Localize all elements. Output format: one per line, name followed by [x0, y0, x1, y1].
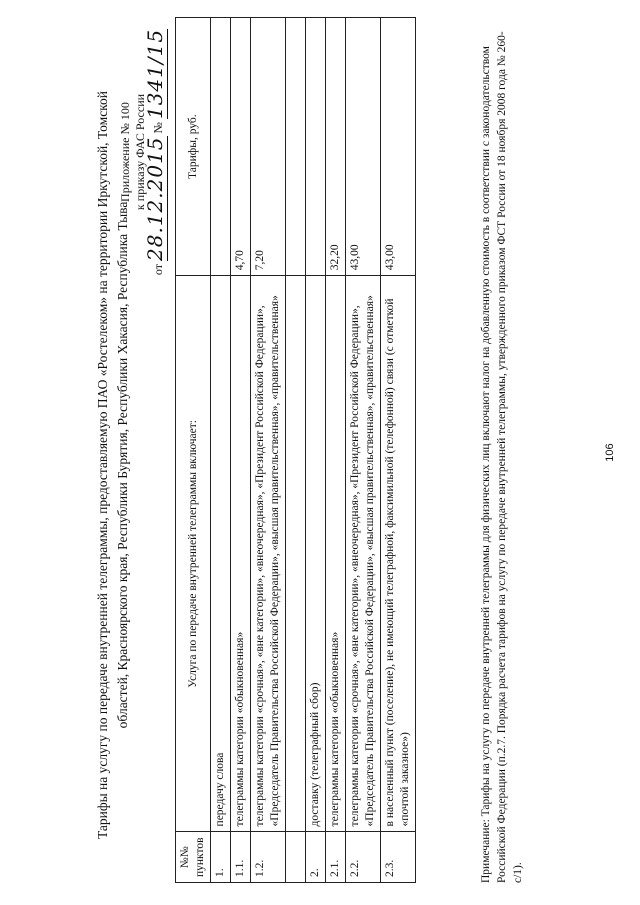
row-service: доставку (телеграфный сбор)	[306, 276, 326, 832]
table-row	[306, 18, 326, 883]
appendix-date-line	[143, 27, 167, 277]
tariff-table	[175, 17, 416, 883]
row-price: 32,20	[326, 18, 346, 276]
date-prefix: от	[151, 263, 165, 276]
table-row	[211, 18, 231, 883]
row-service: в населенный пункт (поселение), не имеющий телеграфной, факсимильной (телефонной) связи (с отметкой «почтой заказное»)	[381, 276, 416, 832]
row-price: 43,00	[381, 18, 416, 276]
row-num: 1.	[211, 832, 231, 883]
row-price	[211, 18, 231, 276]
row-num: 2.3.	[381, 832, 416, 883]
row-service: телеграммы категории «обыкновенная»	[326, 276, 346, 832]
footnote: Примечание: Тарифы на услугу по передаче внутренней телеграммы для физических лиц включают налог на добавленную стоимость в соответствии с законодательством Российской Федерации (п.2.7. Порядка расчета тарифов на услугу по передаче внутренней телеграммы, утвержденного приказом ФСТ России от 18 ноября 2008 года № 260-с/1).	[480, 31, 524, 883]
row-num: 1.1.	[231, 832, 251, 883]
number-prefix: №	[151, 122, 165, 134]
handwritten-date: 28.12.2015	[143, 136, 167, 261]
row-price	[306, 18, 326, 276]
table-row	[346, 18, 381, 883]
row-service	[286, 276, 306, 832]
page-number: 106	[604, 443, 616, 462]
row-service: телеграммы категории «обыкновенная»	[231, 276, 251, 832]
row-price	[286, 18, 306, 276]
row-service: телеграммы категории «срочная», «вне категории», «внеочередная», «Президент Российской Федерации», «Председатель Правительства Российской Федерации», «высшая правительственная», «правительственная»	[251, 276, 286, 832]
appendix-title: Приложение № 100	[118, 102, 132, 202]
document-title: Тарифы на услугу по передаче внутренней телеграммы, предоставляемую ПАО «Ростелеком» на территории Иркутской, Томской областей, Красноярского края, Республики Бурятия, Республики Хакасия, Республика Тыва	[95, 90, 130, 840]
row-num: 2.2.	[346, 832, 381, 883]
header-num: №№ пунктов	[176, 832, 211, 883]
appendix-order-line: к приказу ФАС России	[133, 93, 147, 211]
row-service: телеграммы категории «срочная», «вне категории», «внеочередная», «Президент Российской Федерации», «Председатель Правительства Российской Федерации», «высшая правительственная», «правительственная»	[346, 276, 381, 832]
row-num: 1.2.	[251, 832, 286, 883]
table-header-row	[176, 18, 211, 883]
row-num	[286, 832, 306, 883]
row-price: 4,70	[231, 18, 251, 276]
row-num: 2.1.	[326, 832, 346, 883]
table-row-empty	[286, 18, 306, 883]
table-row	[251, 18, 286, 883]
row-num: 2.	[306, 832, 326, 883]
header-price: Тарифы, руб.	[176, 18, 211, 276]
handwritten-number: 1341/15	[143, 28, 167, 120]
table-row	[381, 18, 416, 883]
header-service: Услуга по передаче внутренней телеграммы включает:	[176, 276, 211, 832]
table-row	[231, 18, 251, 883]
row-price: 7,20	[251, 18, 286, 276]
row-price: 43,00	[346, 18, 381, 276]
table-row	[326, 18, 346, 883]
row-service: передачу слова	[211, 276, 231, 832]
